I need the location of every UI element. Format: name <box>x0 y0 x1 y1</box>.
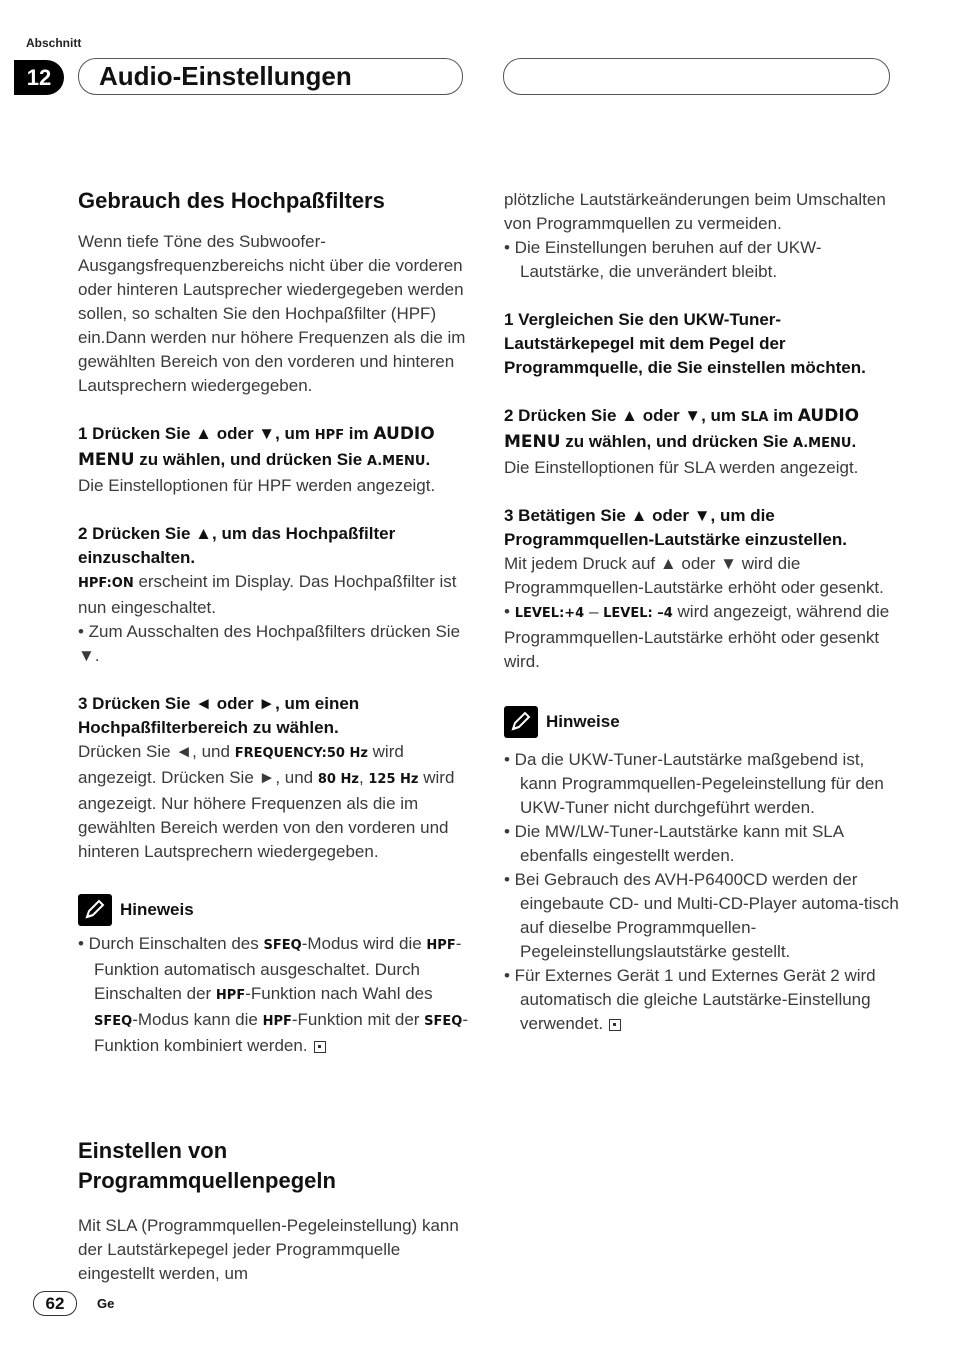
step-3-t1: Drücken Sie ◄, und <box>78 742 235 761</box>
code-125hz: 125 Hz <box>368 772 419 787</box>
code-hpf-2: HPF <box>215 988 246 1003</box>
step-3-t4: wird angezeigt. Nur höhere Frequenzen als die im gewählten Bereich werden von den vorderen und hinteren Lautsprechern wiedergegeben. <box>78 768 455 861</box>
section-title: Audio-Einstellungen <box>99 61 352 91</box>
notes-item: • Bei Gebrauch des AVH-P6400CD werden der eingebaute CD- und Multi-CD-Player automa-tisch auf dieselbe Programmquellen-Pegeleinstellungslautstärke gestellt. <box>504 870 899 961</box>
step-1-text: 1 Drücken Sie ▲ oder ▼, um <box>78 424 315 443</box>
step-1-text-d: . <box>425 450 431 469</box>
step-2-result <box>78 570 478 620</box>
intro-paragraph: Wenn tiefe Töne des Subwoofer-Ausgangsfrequenzbereichs nicht über die vorderen oder hinteren Lautsprecher wiedergegeben werden sollen, so schalten Sie den Hochpaßfilter (HPF) ein.Dann werden nur höhere Frequenzen als die im gewählten Bereich von den vorderen und hinteren Lautsprechern wiedergegeben. <box>78 232 466 395</box>
notes-header <box>504 706 904 738</box>
step-3-t3: , <box>358 768 369 787</box>
note-t1: • Durch Einschalten des <box>78 934 264 953</box>
note-t7: -Funktion kombiniert werden. <box>94 1010 469 1055</box>
note-t3: -Funktion automatisch ausgeschaltet. Durch Einschalten der <box>94 934 462 1003</box>
code-80hz: 80 Hz <box>317 772 359 787</box>
end-mark-icon <box>609 1019 621 1031</box>
code-level-plus: LEVEL:+4 <box>514 606 585 621</box>
sla-b1: • <box>504 602 515 621</box>
note-title: Hineweis <box>120 900 194 919</box>
code-sfeq-2: SFEQ <box>94 1014 133 1029</box>
left-column <box>78 186 478 1058</box>
code-sfeq-3: SFEQ <box>424 1014 463 1029</box>
section-label: Abschnitt <box>26 36 82 50</box>
sla-step-3-result: Mit jedem Druck auf ▲ oder ▼ wird die Programmquellen-Lautstärke erhöht oder gesenkt. <box>504 554 884 597</box>
section-number-badge: 12 <box>14 60 64 95</box>
code-sfeq-1: SFEQ <box>263 938 302 953</box>
step-3-t2: wird angezeigt. Drücken Sie ►, und <box>78 742 404 787</box>
right-column <box>504 188 904 1036</box>
heading-programmquellenpegeln: Einstellen von Programmquellenpegeln <box>78 1138 336 1193</box>
notes-item-text: • Für Externes Gerät 1 und Externes Gerät 2 wird automatisch die gleiche Lautstärke-Einstellung verwendet. <box>504 966 876 1033</box>
sla-step-2-result: Die Einstelloptionen für SLA werden angezeigt. <box>504 458 859 477</box>
sla-step-2-c: zu wählen, und drücken Sie <box>560 432 793 451</box>
sla-step-2-a: 2 Drücken Sie ▲ oder ▼, um <box>504 406 741 425</box>
code-level-minus: LEVEL: –4 <box>603 606 673 621</box>
notes-item: • Die MW/LW-Tuner-Lautstärke kann mit SLA ebenfalls eingestellt werden. <box>504 822 844 865</box>
note-t6: -Funktion mit der <box>291 1010 425 1029</box>
code-frequency: FREQUENCY:50 Hz <box>234 746 368 761</box>
code-hpf-3: HPF <box>262 1014 292 1029</box>
note-t5: -Modus kann die <box>132 1010 263 1029</box>
note-header <box>78 894 478 926</box>
notes-item <box>504 964 904 1036</box>
notes-title: Hinweise <box>546 712 620 731</box>
sla-step-1: 1 Vergleichen Sie den UKW-Tuner-Lautstärkepegel mit dem Pegel der Programmquelle, die Sie einstellen möchten. <box>504 310 866 377</box>
heading-hochpassfilter: Gebrauch des Hochpaßfilters <box>78 188 385 213</box>
pencil-note-icon <box>78 894 112 926</box>
step-3-result <box>78 740 478 864</box>
sla-b2: – <box>584 602 604 621</box>
sla-continued: plötzliche Lautstärkeänderungen beim Umschalten von Programmquellen zu vermeiden. <box>504 190 886 233</box>
code-a-menu-2: A.MENU <box>792 436 852 451</box>
step-1 <box>78 422 478 474</box>
code-audio-menu-2: AUDIO MENU <box>504 406 860 452</box>
left-column-bottom <box>78 1136 478 1286</box>
step-2-result-text: erscheint im Display. Das Hochpaßfilter ist nun eingeschaltet. <box>78 572 457 617</box>
sla-b3: wird angezeigt, während die Programmquellen-Lautstärke erhöht oder gesenkt wird. <box>504 602 890 671</box>
step-1-text-c: zu wählen, und drücken Sie <box>134 450 367 469</box>
code-audio-menu: AUDIO MENU <box>78 424 435 470</box>
sla-step-2 <box>504 404 904 456</box>
code-a-menu: A.MENU <box>366 454 426 469</box>
code-hpf-1: HPF <box>426 938 456 953</box>
language-code: Ge <box>97 1296 115 1311</box>
end-mark-icon <box>314 1041 326 1053</box>
note-text <box>78 932 478 1058</box>
notes-item: • Da die UKW-Tuner-Lautstärke maßgebend ist, kann Programmquellen-Pegeleinstellung für den UKW-Tuner nicht durchgeführt werden. <box>504 750 884 817</box>
sla-bullet-1: • Die Einstellungen beruhen auf der UKW-Lautstärke, die unverändert bleibt. <box>504 238 822 281</box>
sla-step-3-bullet <box>504 600 904 674</box>
sla-step-2-d: . <box>851 432 857 451</box>
sla-intro: Mit SLA (Programmquellen-Pegeleinstellung) kann der Lautstärkepegel jeder Programmquelle eingestellt werden, um <box>78 1216 459 1283</box>
code-sla: SLA <box>740 410 769 425</box>
code-hpf: HPF <box>314 428 345 443</box>
step-2-bullet: • Zum Ausschalten des Hochpaßfilters drücken Sie ▼. <box>78 622 461 665</box>
page-number: 62 <box>33 1291 77 1316</box>
pencil-notes-icon <box>504 706 538 738</box>
step-1-result: Die Einstelloptionen für HPF werden angezeigt. <box>78 476 436 495</box>
sla-step-2-b: im <box>768 406 798 425</box>
sla-step-3: 3 Betätigen Sie ▲ oder ▼, um die Programmquellen-Lautstärke einzustellen. <box>504 506 847 549</box>
step-1-text-b: im <box>344 424 374 443</box>
step-3: 3 Drücken Sie ◄ oder ►, um einen Hochpaßfilterbereich zu wählen. <box>78 694 360 737</box>
header-empty-box <box>503 58 890 95</box>
note-t4: -Funktion nach Wahl des <box>245 984 433 1003</box>
section-title-box <box>78 58 463 95</box>
note-t2: -Modus wird die <box>301 934 427 953</box>
step-2: 2 Drücken Sie ▲, um das Hochpaßfilter einzuschalten. <box>78 524 396 567</box>
code-hpf-on: HPF:ON <box>78 576 134 591</box>
